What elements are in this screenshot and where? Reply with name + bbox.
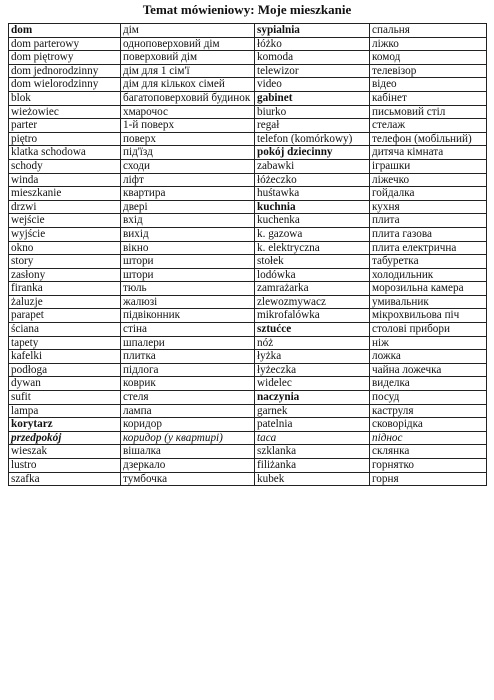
ukrainian-translation-left: багатоповерховий будинок	[121, 91, 255, 105]
polish-word-right: łyżka	[255, 350, 370, 364]
polish-word-left: wyjście	[9, 227, 121, 241]
polish-word-right: filiżanka	[255, 459, 370, 473]
ukrainian-translation-left: плитка	[121, 350, 255, 364]
table-row	[9, 404, 487, 418]
ukrainian-translation-right: письмовий стіл	[370, 105, 487, 119]
polish-word-left: klatka schodowa	[9, 146, 121, 160]
polish-word-left: mieszkanie	[9, 187, 121, 201]
polish-word-right: łóżko	[255, 37, 370, 51]
table-row	[9, 78, 487, 92]
ukrainian-translation-left: підвіконник	[121, 309, 255, 323]
table-row	[9, 255, 487, 269]
polish-word-left: wejście	[9, 214, 121, 228]
table-row	[9, 323, 487, 337]
polish-word-left: sufit	[9, 391, 121, 405]
table-row	[9, 214, 487, 228]
ukrainian-translation-left: штори	[121, 255, 255, 269]
ukrainian-translation-right: ліжко	[370, 37, 487, 51]
polish-word-right: huśtawka	[255, 187, 370, 201]
ukrainian-translation-right: телефон (мобільний)	[370, 132, 487, 146]
polish-word-left: zasłony	[9, 268, 121, 282]
polish-word-left: korytarz	[9, 418, 121, 432]
polish-word-left: blok	[9, 91, 121, 105]
polish-word-left: lustro	[9, 459, 121, 473]
polish-word-left: kafelki	[9, 350, 121, 364]
ukrainian-translation-right: кабінет	[370, 91, 487, 105]
ukrainian-translation-left: жалюзі	[121, 295, 255, 309]
polish-word-left: wieszak	[9, 445, 121, 459]
ukrainian-translation-left: поверховий дім	[121, 51, 255, 65]
polish-word-right: nóż	[255, 336, 370, 350]
polish-word-right: lodówka	[255, 268, 370, 282]
ukrainian-translation-left: двері	[121, 200, 255, 214]
polish-word-right: patelnia	[255, 418, 370, 432]
polish-word-left: ściana	[9, 323, 121, 337]
ukrainian-translation-right: ложка	[370, 350, 487, 364]
ukrainian-translation-left: під'їзд	[121, 146, 255, 160]
ukrainian-translation-left: квартира	[121, 187, 255, 201]
polish-word-left: winda	[9, 173, 121, 187]
ukrainian-translation-left: коврик	[121, 377, 255, 391]
polish-word-right: łóżeczko	[255, 173, 370, 187]
ukrainian-translation-right: каструля	[370, 404, 487, 418]
ukrainian-translation-right: ліжечко	[370, 173, 487, 187]
ukrainian-translation-left: вихід	[121, 227, 255, 241]
polish-word-left: żaluzje	[9, 295, 121, 309]
ukrainian-translation-left: коридор (у квартирі)	[121, 431, 255, 445]
ukrainian-translation-right: виделка	[370, 377, 487, 391]
ukrainian-translation-right: горнятко	[370, 459, 487, 473]
ukrainian-translation-right: табуретка	[370, 255, 487, 269]
table-row	[9, 309, 487, 323]
polish-word-right: video	[255, 78, 370, 92]
ukrainian-translation-right: кухня	[370, 200, 487, 214]
ukrainian-translation-right: іграшки	[370, 159, 487, 173]
table-row	[9, 105, 487, 119]
polish-word-right: stołek	[255, 255, 370, 269]
polish-word-left: parapet	[9, 309, 121, 323]
table-row	[9, 37, 487, 51]
page-title: Temat mówieniowy: Moje mieszkanie	[142, 2, 352, 17]
polish-word-right: kubek	[255, 472, 370, 486]
ukrainian-translation-left: підлога	[121, 363, 255, 377]
polish-word-left: przedpokój	[9, 431, 121, 445]
table-row	[9, 119, 487, 133]
polish-word-left: dom	[9, 24, 121, 38]
ukrainian-translation-left: стіна	[121, 323, 255, 337]
table-row	[9, 268, 487, 282]
polish-word-right: regał	[255, 119, 370, 133]
polish-word-left: firanka	[9, 282, 121, 296]
table-row	[9, 173, 487, 187]
polish-word-right: pokój dziecinny	[255, 146, 370, 160]
polish-word-left: okno	[9, 241, 121, 255]
table-row	[9, 227, 487, 241]
table-row	[9, 241, 487, 255]
polish-word-right: zabawki	[255, 159, 370, 173]
ukrainian-translation-right: сковорідка	[370, 418, 487, 432]
polish-word-right: szklanka	[255, 445, 370, 459]
ukrainian-translation-right: плита газова	[370, 227, 487, 241]
ukrainian-translation-right: піднос	[370, 431, 487, 445]
polish-word-right: komoda	[255, 51, 370, 65]
ukrainian-translation-left: коридор	[121, 418, 255, 432]
ukrainian-translation-right: холодильник	[370, 268, 487, 282]
polish-word-right: telewizor	[255, 64, 370, 78]
table-row	[9, 132, 487, 146]
ukrainian-translation-left: вішалка	[121, 445, 255, 459]
table-row	[9, 24, 487, 38]
table-row	[9, 336, 487, 350]
ukrainian-translation-left: 1-й поверх	[121, 119, 255, 133]
polish-word-left: schody	[9, 159, 121, 173]
table-row	[9, 459, 487, 473]
polish-word-left: story	[9, 255, 121, 269]
table-row	[9, 200, 487, 214]
ukrainian-translation-left: штори	[121, 268, 255, 282]
polish-word-left: drzwi	[9, 200, 121, 214]
ukrainian-translation-right: склянка	[370, 445, 487, 459]
ukrainian-translation-left: вікно	[121, 241, 255, 255]
ukrainian-translation-left: вхід	[121, 214, 255, 228]
table-row	[9, 91, 487, 105]
table-row	[9, 51, 487, 65]
ukrainian-translation-left: ліфт	[121, 173, 255, 187]
table-row	[9, 445, 487, 459]
polish-word-left: dom wielorodzinny	[9, 78, 121, 92]
vocabulary-table-body	[9, 24, 487, 486]
table-row	[9, 146, 487, 160]
polish-word-left: lampa	[9, 404, 121, 418]
table-row	[9, 64, 487, 78]
polish-word-right: gabinet	[255, 91, 370, 105]
ukrainian-translation-right: плита	[370, 214, 487, 228]
ukrainian-translation-right: плита електрична	[370, 241, 487, 255]
table-row	[9, 472, 487, 486]
polish-word-left: piętro	[9, 132, 121, 146]
polish-word-left: tapety	[9, 336, 121, 350]
ukrainian-translation-left: дім	[121, 24, 255, 38]
polish-word-right: kuchnia	[255, 200, 370, 214]
vocabulary-table	[8, 23, 487, 486]
table-row	[9, 363, 487, 377]
polish-word-right: naczynia	[255, 391, 370, 405]
table-row	[9, 295, 487, 309]
polish-word-right: biurko	[255, 105, 370, 119]
ukrainian-translation-right: гойдалка	[370, 187, 487, 201]
table-row	[9, 187, 487, 201]
ukrainian-translation-left: лампа	[121, 404, 255, 418]
ukrainian-translation-left: одноповерховий дім	[121, 37, 255, 51]
table-row	[9, 159, 487, 173]
polish-word-right: kuchenka	[255, 214, 370, 228]
polish-word-right: k. elektryczna	[255, 241, 370, 255]
table-row	[9, 418, 487, 432]
polish-word-right: mikrofalówka	[255, 309, 370, 323]
polish-word-right: garnek	[255, 404, 370, 418]
ukrainian-translation-right: ніж	[370, 336, 487, 350]
polish-word-right: taca	[255, 431, 370, 445]
polish-word-right: telefon (komórkowy)	[255, 132, 370, 146]
polish-word-right: łyżeczka	[255, 363, 370, 377]
polish-word-right: widelec	[255, 377, 370, 391]
ukrainian-translation-right: столові прибори	[370, 323, 487, 337]
ukrainian-translation-left: тумбочка	[121, 472, 255, 486]
table-row	[9, 350, 487, 364]
polish-word-left: wieżowiec	[9, 105, 121, 119]
ukrainian-translation-right: умивальник	[370, 295, 487, 309]
ukrainian-translation-right: комод	[370, 51, 487, 65]
ukrainian-translation-left: поверх	[121, 132, 255, 146]
polish-word-left: parter	[9, 119, 121, 133]
ukrainian-translation-left: дзеркало	[121, 459, 255, 473]
polish-word-left: dom parterowy	[9, 37, 121, 51]
polish-word-left: podłoga	[9, 363, 121, 377]
ukrainian-translation-right: відео	[370, 78, 487, 92]
table-row	[9, 377, 487, 391]
polish-word-right: sypialnia	[255, 24, 370, 38]
ukrainian-translation-right: спальня	[370, 24, 487, 38]
polish-word-left: dom jednorodzinny	[9, 64, 121, 78]
ukrainian-translation-right: посуд	[370, 391, 487, 405]
ukrainian-translation-left: дім для 1 сім'ї	[121, 64, 255, 78]
polish-word-right: sztućce	[255, 323, 370, 337]
ukrainian-translation-right: морозильна камера	[370, 282, 487, 296]
ukrainian-translation-left: хмарочос	[121, 105, 255, 119]
polish-word-right: zlewozmywacz	[255, 295, 370, 309]
polish-word-right: k. gazowa	[255, 227, 370, 241]
ukrainian-translation-left: тюль	[121, 282, 255, 296]
table-row	[9, 431, 487, 445]
ukrainian-translation-left: сходи	[121, 159, 255, 173]
polish-word-left: dywan	[9, 377, 121, 391]
ukrainian-translation-right: стелаж	[370, 119, 487, 133]
polish-word-left: dom piętrowy	[9, 51, 121, 65]
polish-word-left: szafka	[9, 472, 121, 486]
table-row	[9, 391, 487, 405]
ukrainian-translation-left: стеля	[121, 391, 255, 405]
ukrainian-translation-right: дитяча кімната	[370, 146, 487, 160]
ukrainian-translation-right: телевізор	[370, 64, 487, 78]
ukrainian-translation-right: горня	[370, 472, 487, 486]
table-row	[9, 282, 487, 296]
polish-word-right: zamrażarka	[255, 282, 370, 296]
ukrainian-translation-right: мікрохвильова піч	[370, 309, 487, 323]
ukrainian-translation-left: дім для кількох сімей	[121, 78, 255, 92]
ukrainian-translation-left: шпалери	[121, 336, 255, 350]
ukrainian-translation-right: чайна ложечка	[370, 363, 487, 377]
